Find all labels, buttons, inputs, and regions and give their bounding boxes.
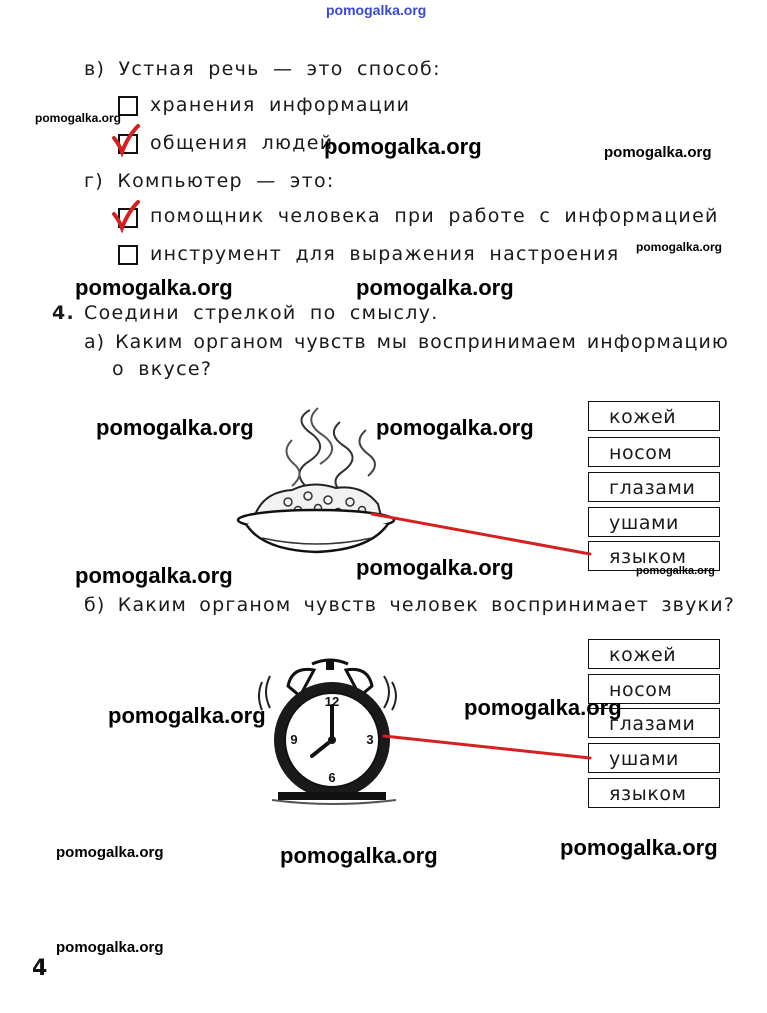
page-number: 4 [32, 956, 48, 981]
option-communication: общения людей [150, 132, 334, 154]
watermark: pomogalka.org [108, 703, 266, 728]
option-storage: хранения информации [150, 94, 411, 116]
option-a-nose[interactable]: носом [588, 437, 720, 467]
watermark: pomogalka.org [56, 939, 164, 956]
option-instrument: инструмент для выражения настроения [150, 243, 620, 265]
option-a-ears[interactable]: ушами [588, 507, 720, 537]
option-b-nose[interactable]: носом [588, 674, 720, 704]
watermark: pomogalka.org [464, 695, 622, 720]
svg-text:12: 12 [324, 694, 340, 709]
watermark: pomogalka.org [376, 415, 534, 440]
question-v: в) Устная речь — это способ: [84, 58, 441, 80]
question-b: б) Каким органом чувств человек воспринимает звуки? [84, 594, 736, 616]
option-b-tongue[interactable]: языком [588, 778, 720, 808]
watermark: pomogalka.org [356, 275, 514, 300]
checkbox-instrument[interactable] [118, 245, 138, 265]
svg-text:9: 9 [290, 732, 298, 747]
svg-text:6: 6 [328, 770, 336, 785]
option-b-eyes[interactable]: глазами [588, 708, 720, 738]
alarm-clock-icon [252, 652, 412, 812]
watermark: pomogalka.org [75, 275, 233, 300]
watermark: pomogalka.org [604, 144, 712, 161]
option-a-eyes[interactable]: глазами [588, 472, 720, 502]
watermark: pomogalka.org [280, 843, 438, 868]
checkmark-icon [112, 124, 142, 154]
header-watermark: pomogalka.org [326, 2, 427, 18]
watermark: pomogalka.org [356, 555, 514, 580]
checkmark-icon [112, 200, 142, 230]
watermark: pomogalka.org [324, 134, 482, 159]
option-a-skin[interactable]: кожей [588, 401, 720, 431]
question-a-line2: о вкусе? [112, 358, 213, 380]
task-number: 4. [52, 302, 76, 324]
watermark: pomogalka.org [560, 835, 718, 860]
watermark: pomogalka.org [96, 415, 254, 440]
option-b-skin[interactable]: кожей [588, 639, 720, 669]
option-helper: помощник человека при работе с информацией [150, 205, 719, 227]
watermark: pomogalka.org [56, 844, 164, 861]
watermark: pomogalka.org [636, 240, 723, 254]
option-b-ears[interactable]: ушами [588, 743, 720, 773]
watermark: pomogalka.org [636, 565, 715, 577]
question-a-line1: а) Каким органом чувств мы воспринимаем информацию [84, 331, 729, 353]
question-g: г) Компьютер — это: [84, 170, 335, 192]
task-title: Соедини стрелкой по смыслу. [84, 302, 439, 324]
svg-text:3: 3 [366, 732, 374, 747]
watermark: pomogalka.org [35, 111, 122, 125]
watermark: pomogalka.org [75, 563, 233, 588]
option-a-tongue[interactable]: языком [588, 541, 720, 571]
